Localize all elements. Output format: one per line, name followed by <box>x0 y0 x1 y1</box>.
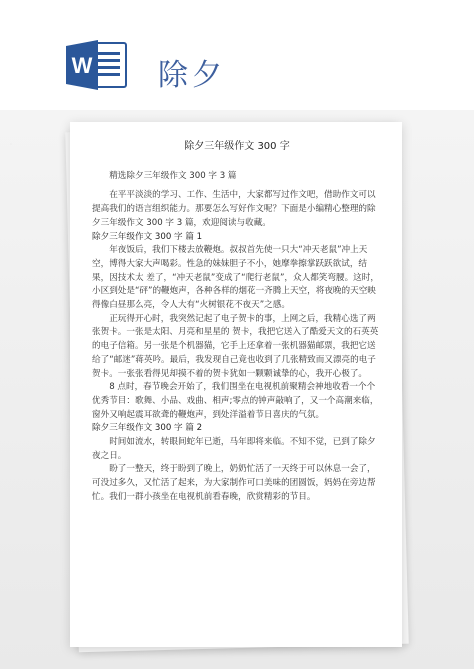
document-title-header: 除夕 <box>158 58 226 93</box>
body-paragraph: 8 点时，春节晚会开始了，我们围坐在电视机前聚精会神地收看一个个优秀节目：歌舞、小品、戏曲、相声;零点的钟声敲响了，又一个高潮来临，窗外又响起震耳欲聋的鞭炮声，到处洋溢着节日喜庆的气氛。 <box>92 382 379 420</box>
document-title: 除夕三年级作文 300 字 <box>184 141 290 152</box>
body-paragraph: 正玩得开心时，我突然记起了电子贺卡的事，上网之后，我精心选了两张贺卡。一张是太阳、月亮和星星的 贺卡，我把它送入了酷爱天文的石英英的电子信箱。另一张是个机器猫，它手上还拿着一张机器猫邮票，我把它送给了“邮迷”蒋英吟。最后，我发现自己竟也收到了几张精致而又漂亮的电子贺卡。一张张看得见却摸不着的贺卡犹如一颗颗诚挚的心，我开心极了。 <box>92 313 379 379</box>
body-paragraph: 年夜饭后，我们下楼去放鞭炮。叔叔首先使一只大“冲天老鼠”冲上天空，博得大家大声喝彩。性急的妹妹胆子不小，她摩拳擦掌跃跃欲试，结果，因技术太 差了，“冲天老鼠”变成了“爬行老鼠”，众人都笑弯腰。这时，小区到处是“砰”的鞭炮声，各种各样的烟花一齐腾上天空，将夜晚的天空映得像白昼那么亮，令人大有“火树银花不夜天”之感。 <box>92 245 379 311</box>
body-paragraph: 在平平淡淡的学习、工作、生活中，大家都写过作文吧，借助作文可以提高我们的语言组织能力。那要怎么写好作文呢？下面是小编精心整理的除夕三年级作文 300 字 3 篇，欢迎阅读与收藏。 <box>92 190 376 228</box>
section-heading: 除夕三年级作文 300 字 篇 1 <box>92 231 203 242</box>
word-icon <box>66 40 128 90</box>
body-paragraph: 盼了一整天，终于盼到了晚上，奶奶忙活了一天终于可以休息一会了，可没过多久，又忙活了起来，为大家制作可口美味的团圆饭，妈妈在旁边帮忙。我们一群小孩坐在电视机前看春晚，欣赏精彩的节目。 <box>92 464 376 502</box>
body-paragraph: 时间如流水，转眼间蛇年已逝，马年即将来临。不知不觉，已到了除夕夜之日。 <box>92 437 376 461</box>
document-content <box>92 140 382 505</box>
word-icon-letter: W <box>71 53 93 78</box>
section-heading: 除夕三年级作文 300 字 篇 2 <box>92 423 203 434</box>
header <box>0 0 474 110</box>
document-subtitle: 精选除夕三年级作文 300 字 3 篇 <box>109 170 237 181</box>
